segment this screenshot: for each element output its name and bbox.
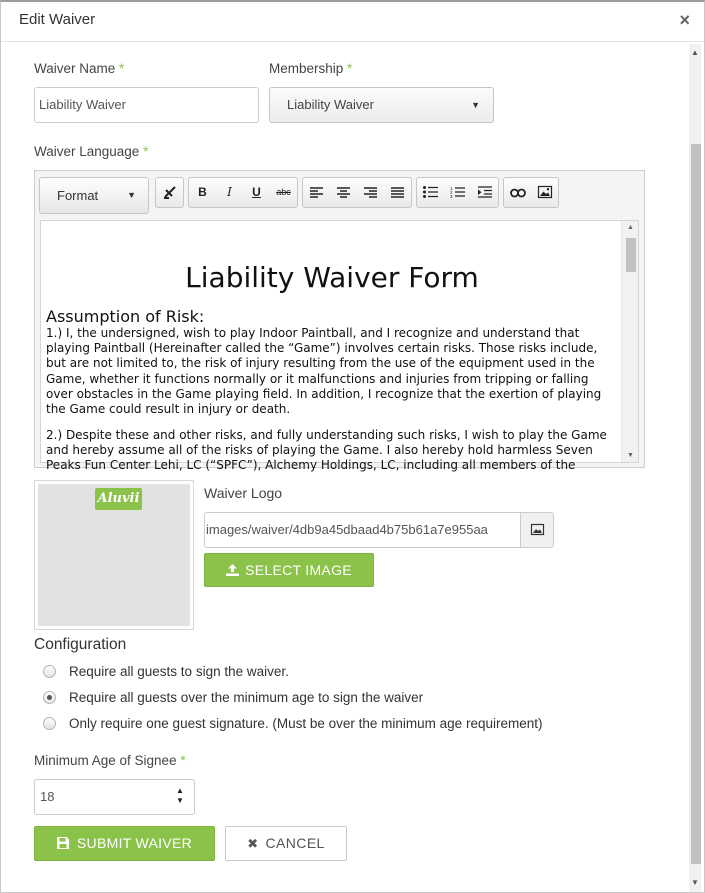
image-browse-button[interactable] bbox=[520, 512, 554, 548]
editor-scrollbar[interactable] bbox=[621, 221, 638, 462]
select-image-button[interactable] bbox=[204, 553, 374, 587]
minimum-age-value: 18 bbox=[40, 789, 55, 804]
align-right-icon[interactable] bbox=[357, 178, 384, 207]
radio-button-checked[interactable] bbox=[43, 691, 56, 704]
image-icon bbox=[531, 524, 544, 535]
membership-select[interactable] bbox=[269, 87, 494, 123]
close-icon: ✖ bbox=[247, 836, 259, 851]
submit-label: SUBMIT WAIVER bbox=[76, 835, 193, 851]
document-paragraph-2: 2.) Despite these and other risks, and fully understanding such risks, I wish to play the Game and hereby assume all of the risks of playing the Game. I also hereby hold harmless Seven Peaks Fun Center Lehi, LC (“SPFC”), Alchemy Holdings, LC, including all members of the bbox=[46, 428, 607, 473]
caret-down-icon: ▼ bbox=[471, 100, 480, 110]
scroll-up-arrow-icon[interactable]: ▲ bbox=[627, 224, 634, 231]
bullet-list-icon[interactable] bbox=[417, 178, 444, 207]
waiver-language-label bbox=[34, 144, 148, 159]
svg-text:1: 1 bbox=[450, 186, 453, 191]
membership-selected-value: Liability Waiver bbox=[287, 97, 374, 112]
waiver-language-label-text: Waiver Language bbox=[34, 144, 140, 159]
configuration-title: Configuration bbox=[34, 636, 127, 653]
number-spinner-icon[interactable]: ▲ ▼ bbox=[176, 786, 184, 805]
format-label: Format bbox=[57, 188, 99, 203]
upload-icon bbox=[226, 564, 239, 576]
scroll-thumb[interactable] bbox=[691, 144, 701, 864]
document-paragraph-1: 1.) I, the undersigned, wish to play Indoor Paintball, and I recognize and understand that playing Paintball (Hereinafter called the “Game”) involves certain risks. Those risks include, but are not limited to, the risk of injury resulting from the use of the equipment used in the Game, whether it functions normally or it malfunctions and injuries from tripping or falling over obstacles in the Game playing field. In addition, I recognize that the exertion of playing the Game could result in injury or death. bbox=[46, 326, 602, 417]
rich-text-editor bbox=[34, 170, 645, 473]
indent-icon[interactable] bbox=[471, 178, 498, 207]
logo-path-input[interactable]: images/waiver/4db9a45dbaad4b75b61a7e955aa bbox=[204, 512, 521, 548]
minimum-age-input[interactable] bbox=[34, 779, 195, 815]
logo-preview bbox=[34, 480, 194, 630]
radio-button[interactable] bbox=[43, 665, 56, 678]
waiver-name-input[interactable]: Liability Waiver bbox=[34, 87, 259, 123]
svg-text:3: 3 bbox=[450, 194, 453, 199]
text-style-group bbox=[188, 177, 298, 208]
waiver-name-label-text: Waiver Name bbox=[34, 61, 116, 76]
waiver-name-label bbox=[34, 61, 124, 76]
scroll-down-arrow-icon[interactable]: ▼ bbox=[691, 878, 699, 887]
required-marker: * bbox=[180, 753, 186, 768]
eraser-icon[interactable] bbox=[156, 178, 183, 207]
minimum-age-label bbox=[34, 753, 186, 768]
editor-toolbar bbox=[35, 171, 644, 217]
minimum-age-label-text: Minimum Age of Signee bbox=[34, 753, 177, 768]
scroll-up-arrow-icon[interactable]: ▲ bbox=[691, 48, 699, 57]
strikethrough-icon[interactable]: abc bbox=[276, 187, 291, 197]
cancel-button[interactable] bbox=[225, 826, 347, 861]
logo-preview-background bbox=[38, 484, 190, 626]
bold-icon[interactable]: B bbox=[198, 185, 207, 199]
align-left-icon[interactable] bbox=[303, 178, 330, 207]
close-icon[interactable]: × bbox=[679, 10, 690, 30]
document-title: Liability Waiver Form bbox=[185, 261, 479, 294]
modal-header bbox=[1, 2, 704, 42]
align-center-icon[interactable] bbox=[330, 178, 357, 207]
image-icon[interactable] bbox=[531, 178, 558, 207]
clear-format-group bbox=[155, 177, 184, 208]
modal-scrollbar[interactable] bbox=[689, 44, 701, 892]
config-option-label: Only require one guest signature. (Must be over the minimum age requirement) bbox=[69, 716, 543, 731]
membership-label bbox=[269, 61, 352, 76]
list-group bbox=[416, 177, 499, 208]
italic-icon[interactable]: I bbox=[227, 185, 232, 199]
align-justify-icon[interactable] bbox=[384, 178, 411, 207]
radio-button[interactable] bbox=[43, 717, 56, 730]
required-marker: * bbox=[347, 61, 353, 76]
membership-label-text: Membership bbox=[269, 61, 344, 76]
config-option-label: Require all guests over the minimum age to sign the waiver bbox=[69, 690, 424, 705]
scroll-thumb[interactable] bbox=[626, 238, 636, 272]
document-heading: Assumption of Risk: bbox=[46, 307, 205, 326]
aluvii-logo: Aluvii bbox=[95, 488, 142, 510]
required-marker: * bbox=[143, 144, 149, 159]
format-dropdown[interactable] bbox=[39, 177, 149, 214]
modal-title: Edit Waiver bbox=[19, 11, 96, 28]
waiver-logo-label: Waiver Logo bbox=[204, 485, 283, 501]
submit-waiver-button[interactable] bbox=[34, 826, 215, 861]
insert-group bbox=[503, 177, 559, 208]
required-marker: * bbox=[119, 61, 125, 76]
config-option-label: Require all guests to sign the waiver. bbox=[69, 664, 289, 679]
alignment-group bbox=[302, 177, 412, 208]
scroll-down-arrow-icon[interactable]: ▼ bbox=[627, 452, 634, 459]
cancel-label: CANCEL bbox=[265, 835, 325, 851]
save-icon bbox=[57, 837, 69, 849]
select-image-label: SELECT IMAGE bbox=[245, 562, 352, 578]
caret-down-icon: ▼ bbox=[127, 190, 136, 200]
numbered-list-icon[interactable] bbox=[444, 178, 471, 207]
editor-content-area[interactable] bbox=[40, 220, 639, 473]
link-icon[interactable] bbox=[504, 178, 531, 207]
svg-text:2: 2 bbox=[450, 190, 453, 195]
underline-icon[interactable]: U bbox=[252, 185, 261, 199]
